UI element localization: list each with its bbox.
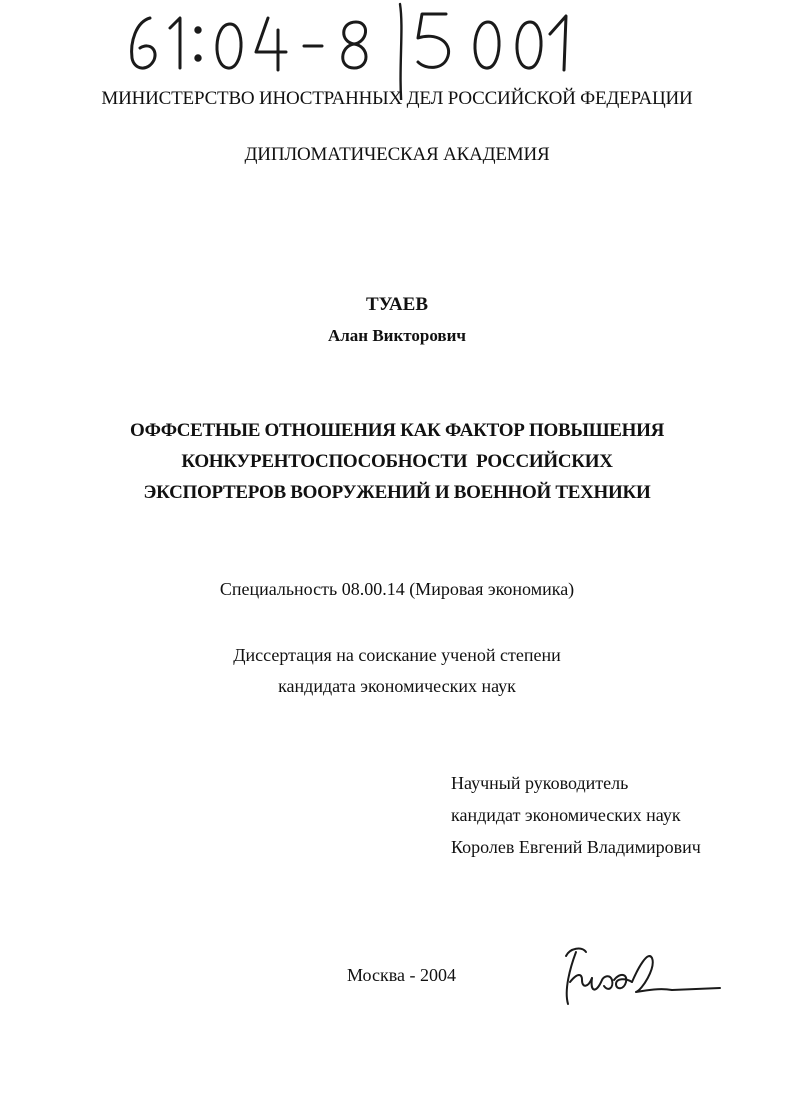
- advisor-role: Научный руководитель: [451, 773, 629, 793]
- advisor-name: Королев Евгений Владимирович: [451, 837, 701, 857]
- author-signature: [556, 938, 726, 1018]
- advisor-degree: кандидат экономических наук: [451, 805, 681, 825]
- city-year: Москва - 2004: [347, 965, 456, 985]
- degree-line: Диссертация на соискание ученой степени: [233, 645, 561, 665]
- specialty-line: Специальность 08.00.14 (Мировая экономика): [219, 579, 575, 599]
- dissertation-title-line: ЭКСПОРТЕРОВ ВООРУЖЕНИЙ И ВОЕННОЙ ТЕХНИКИ: [143, 482, 651, 503]
- dissertation-title-line: ОФФСЕТНЫЕ ОТНОШЕНИЯ КАК ФАКТОР ПОВЫШЕНИЯ: [129, 420, 665, 441]
- degree-line: кандидата экономических наук: [278, 676, 516, 696]
- author-surname: ТУАЕВ: [365, 294, 429, 315]
- archive-stamp-handwritten: [118, 0, 578, 100]
- academy-heading: ДИПЛОМАТИЧЕСКАЯ АКАДЕМИЯ: [244, 144, 550, 165]
- ministry-heading: МИНИСТЕРСТВО ИНОСТРАННЫХ ДЕЛ РОССИЙСКОЙ ФЕДЕРАЦИИ: [101, 88, 693, 109]
- dissertation-title-line: КОНКУРЕНТОСПОСОБНОСТИ РОССИЙСКИХ: [181, 451, 613, 472]
- author-given-name: Алан Викторович: [327, 326, 466, 345]
